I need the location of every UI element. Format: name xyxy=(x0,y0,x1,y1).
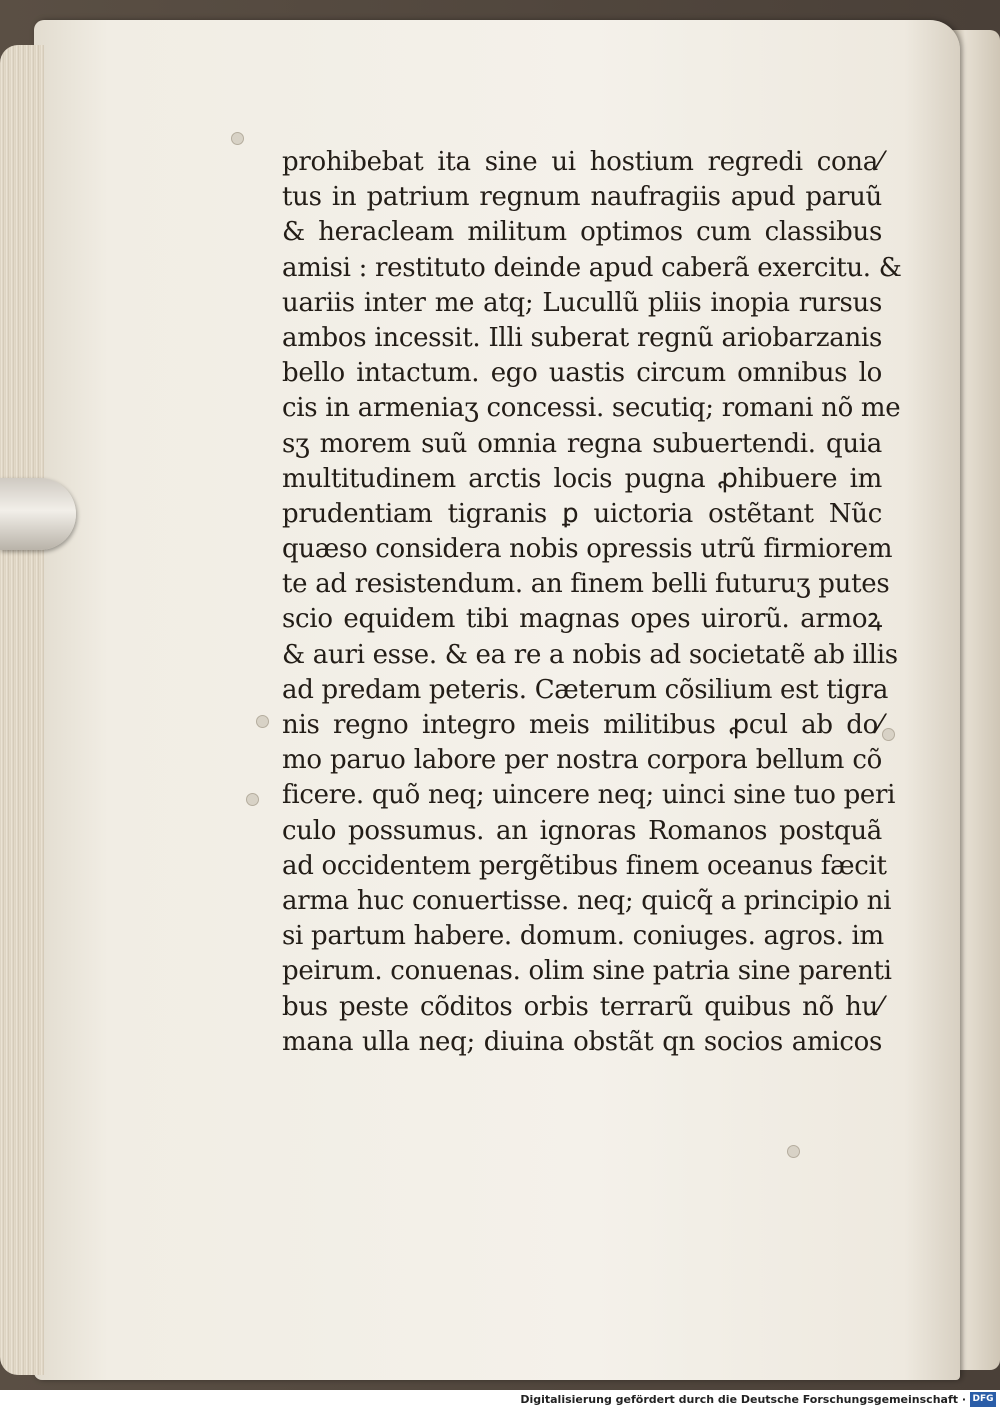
book-clasp xyxy=(0,478,76,550)
text-line: mo paruo labore per nostra corpora bellum cõ xyxy=(282,745,882,776)
text-line: cis in armeniaʒ concessi. secutiq; romani nõ me xyxy=(282,393,901,424)
text-line: sʒ morem suũ omnia regna subuertendi. quia xyxy=(282,428,882,459)
text-line: uariis inter me atq; Lucullũ pliis inopia rursus xyxy=(282,287,882,318)
funding-credit: Digitalisierung gefördert durch die Deutsche Forschungsgemeinschaft · xyxy=(520,1393,966,1406)
text-line: amisi : restituto deinde apud caberã exercitu. & xyxy=(282,252,902,283)
text-line: culo possumus. an ignoras Romanos postquã xyxy=(282,815,882,846)
text-line: ficere. quõ neq; uincere neq; uinci sine tuo peri xyxy=(282,780,896,811)
text-line: bus peste cõditos orbis terrarũ quibus nõ hu⁄ xyxy=(282,991,882,1022)
page-hole-mark xyxy=(256,715,269,728)
dfg-logo: DFG xyxy=(970,1392,996,1407)
text-line: & heracleam militum optimos cum classibus xyxy=(282,217,882,248)
text-line: prudentiam tigranis ꝑ uictoria ostẽtant Nũc xyxy=(282,498,882,529)
digitization-footer xyxy=(0,1390,1000,1411)
text-line: ad predam peteris. Cæterum cõsilium est tigra xyxy=(282,674,889,705)
text-line: bello intactum. ego uastis circum omnibus lo xyxy=(282,358,882,389)
text-line: ad occidentem pergẽtibus finem oceanus fæcit xyxy=(282,850,887,881)
text-line: si partum habere. domum. coniuges. agros. im xyxy=(282,921,884,952)
text-line: mana ulla neq; diuina obstãt qn socios amicos xyxy=(282,1026,882,1057)
text-line: peirum. conuenas. olim sine patria sine parenti xyxy=(282,956,892,987)
text-line: ambos incessit. Illi suberat regnũ ariobarzanis xyxy=(282,322,882,353)
text-line: quæso considera nobis opressis utrũ firmiorem xyxy=(282,534,893,565)
text-line: te ad resistendum. an finem belli futuruʒ putes xyxy=(282,569,890,600)
page-hole-mark xyxy=(231,132,244,145)
text-line: & auri esse. & ea re a nobis ad societatẽ ab illis xyxy=(282,639,898,670)
text-line: tus in patrium regnum naufragiis apud paruũ xyxy=(282,182,882,213)
page-hole-mark xyxy=(246,793,259,806)
text-line: scio equidem tibi magnas opes uirorũ. armoꝝ xyxy=(282,604,882,635)
text-line: nis regno integro meis militibus ꝓcul ab do⁄ xyxy=(282,710,882,740)
page-stack-edges xyxy=(0,45,44,1375)
text-line: multitudinem arctis locis pugna ꝓhibuere im xyxy=(282,463,882,494)
printed-text-block xyxy=(282,145,902,1060)
text-line: arma huc conuertisse. neq; quicq̃ a principio ni xyxy=(282,885,892,916)
page-hole-mark xyxy=(882,728,895,741)
text-line: prohibebat ita sine ui hostium regredi cona⁄ xyxy=(282,147,882,177)
page-hole-mark xyxy=(787,1145,800,1158)
